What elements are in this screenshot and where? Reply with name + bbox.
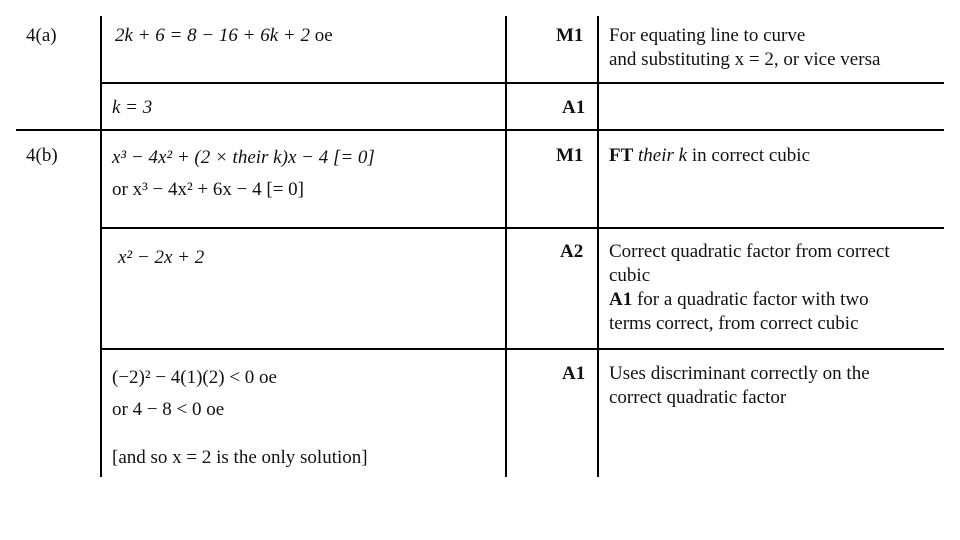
rule-col1 — [100, 16, 102, 477]
guidance-4b-rest: in correct cubic — [691, 145, 811, 166]
answer-4b-disc-line1: (−2)² − 4(1)(2) < 0 oe — [112, 367, 277, 388]
answer-4b-cubic-specific: or x³ − 4x² + 6x − 4 [= 0] — [112, 179, 304, 200]
answer-4a-a1: k = 3 — [112, 97, 153, 118]
rule-row1-bottom — [100, 82, 944, 84]
guidance-4b-their-k: their k — [638, 145, 688, 166]
question-label-4a: 4(a) — [26, 25, 57, 46]
answer-4b-discriminant — [112, 366, 368, 470]
rule-row3-bottom — [100, 227, 944, 229]
guidance-4b-a1 — [609, 362, 870, 410]
guidance-4a-m1 — [609, 24, 880, 72]
question-label-4b: 4(b) — [26, 145, 58, 166]
guidance-4b-a1-text: for a quadratic factor with two — [636, 289, 869, 310]
mark-4b-a1: A1 — [562, 363, 586, 384]
guidance-4b-a2-line1: Correct quadratic factor from correct — [609, 241, 890, 262]
answer-4b-disc-line3: [and so x = 2 is the only solution] — [112, 447, 368, 468]
answer-4b-cubic-general: x³ − 4x² + (2 × their k)x − 4 [= 0] — [112, 147, 375, 168]
mark-4a-m1: M1 — [556, 25, 584, 46]
answer-4a-equation: 2k + 6 = 8 − 16 + 6k + 2 — [115, 25, 310, 46]
rule-4a-bottom — [16, 129, 944, 131]
answer-4b-disc-line2: or 4 − 8 < 0 oe — [112, 399, 225, 420]
guidance-4b-a2 — [609, 240, 890, 336]
mark-4b-a2: A2 — [560, 241, 584, 262]
mark-4a-a1: A1 — [562, 97, 586, 118]
answer-4b-m1 — [112, 146, 375, 202]
answer-4b-quadratic: x² − 2x + 2 — [118, 247, 205, 268]
rule-col3 — [597, 16, 599, 477]
guidance-4b-a2-line4: terms correct, from correct cubic — [609, 313, 859, 334]
rule-row4-bottom — [100, 348, 944, 350]
answer-4a-m1 — [115, 24, 333, 48]
guidance-4b-m1 — [609, 144, 810, 168]
guidance-4b-a2-line3 — [609, 288, 890, 312]
rule-col2 — [505, 16, 507, 477]
guidance-4b-a1-line2: correct quadratic factor — [609, 387, 787, 408]
mark-4b-m1: M1 — [556, 145, 584, 166]
answer-4a-oe: oe — [314, 25, 333, 46]
guidance-4a-m1-line2: and substituting x = 2, or vice versa — [609, 49, 881, 70]
guidance-4a-m1-line1: For equating line to curve — [609, 25, 806, 46]
guidance-4b-a1-line1: Uses discriminant correctly on the — [609, 363, 870, 384]
guidance-4b-a2-line2: cubic — [609, 265, 651, 286]
guidance-4b-a1-label: A1 — [609, 289, 633, 310]
guidance-4b-ft: FT — [609, 145, 634, 166]
